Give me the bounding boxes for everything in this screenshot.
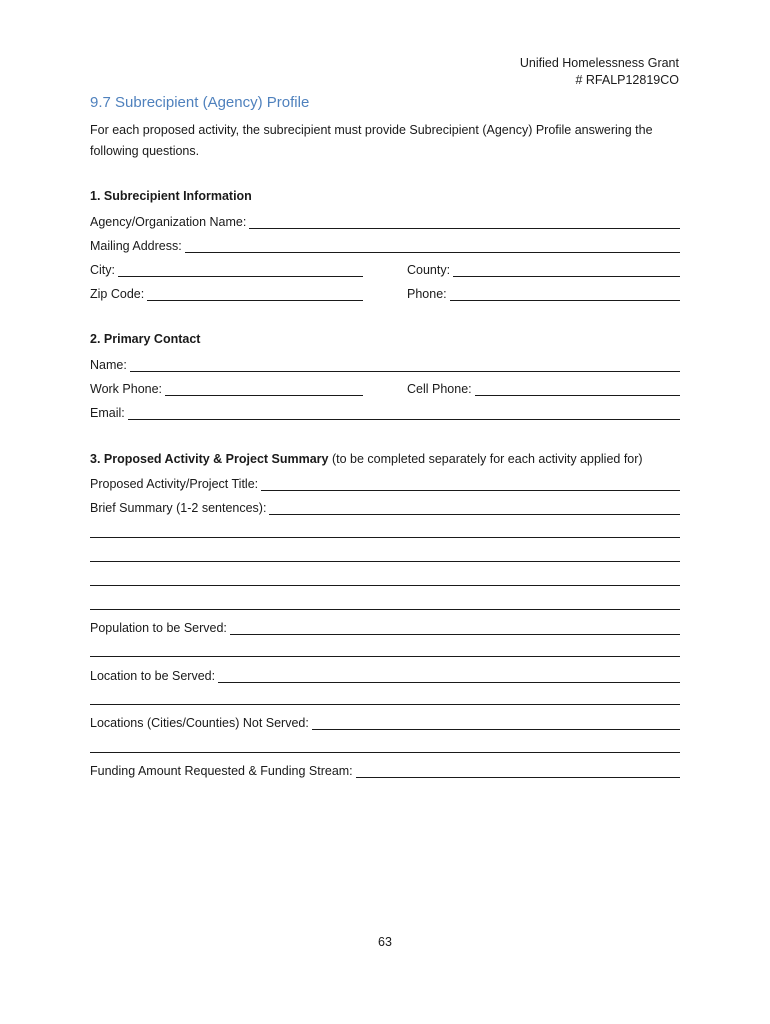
not-served-label: Locations (Cities/Counties) Not Served: bbox=[90, 716, 309, 730]
cell-phone-label: Cell Phone: bbox=[407, 382, 472, 396]
funding-label: Funding Amount Requested & Funding Stream: bbox=[90, 764, 353, 778]
contact-name-row bbox=[90, 354, 680, 372]
section-2-heading: 2. Primary Contact bbox=[90, 332, 201, 346]
city-field[interactable] bbox=[118, 262, 363, 277]
email-row bbox=[90, 402, 680, 420]
not-served-line-2[interactable] bbox=[90, 752, 680, 753]
county-label: County: bbox=[407, 263, 451, 277]
cell-phone-field[interactable] bbox=[475, 381, 680, 396]
city-row bbox=[90, 259, 363, 277]
brief-summary-line-2[interactable] bbox=[90, 537, 680, 538]
document-header bbox=[520, 55, 679, 89]
phone-field[interactable] bbox=[450, 286, 680, 301]
not-served-field[interactable] bbox=[312, 715, 680, 730]
section-3-heading-note: (to be completed separately for each activity applied for) bbox=[332, 452, 643, 466]
section-1-heading: 1. Subrecipient Information bbox=[90, 189, 252, 203]
zip-code-field[interactable] bbox=[147, 286, 363, 301]
funding-row bbox=[90, 760, 680, 778]
funding-field[interactable] bbox=[356, 763, 680, 778]
header-rfa-number: # RFALP12819CO bbox=[575, 73, 679, 87]
project-title-label: Proposed Activity/Project Title: bbox=[90, 477, 259, 491]
section-3-heading: 3. Proposed Activity & Project Summary bbox=[90, 452, 329, 466]
page-title: 9.7 Subrecipient (Agency) Profile bbox=[90, 94, 310, 111]
zip-code-row bbox=[90, 283, 363, 301]
brief-summary-line-5[interactable] bbox=[90, 609, 680, 610]
location-row bbox=[90, 665, 680, 683]
population-label: Population to be Served: bbox=[90, 621, 227, 635]
brief-summary-label: Brief Summary (1-2 sentences): bbox=[90, 501, 267, 515]
mailing-address-field[interactable] bbox=[185, 238, 680, 253]
agency-name-row bbox=[90, 211, 680, 229]
contact-name-field[interactable] bbox=[130, 357, 680, 372]
zip-code-label: Zip Code: bbox=[90, 287, 145, 301]
population-line-2[interactable] bbox=[90, 656, 680, 657]
brief-summary-line-4[interactable] bbox=[90, 585, 680, 586]
cell-phone-row bbox=[407, 378, 680, 396]
project-title-field[interactable] bbox=[261, 476, 680, 491]
work-phone-row bbox=[90, 378, 363, 396]
project-title-row bbox=[90, 473, 680, 491]
phone-label: Phone: bbox=[407, 287, 447, 301]
location-label: Location to be Served: bbox=[90, 669, 216, 683]
section-3-heading-row bbox=[90, 452, 643, 466]
population-field[interactable] bbox=[230, 620, 680, 635]
work-phone-label: Work Phone: bbox=[90, 382, 163, 396]
county-field[interactable] bbox=[453, 262, 680, 277]
not-served-row bbox=[90, 712, 680, 730]
email-label: Email: bbox=[90, 406, 125, 420]
header-grant-name: Unified Homelessness Grant bbox=[519, 56, 679, 70]
mailing-address-row bbox=[90, 235, 680, 253]
phone-row bbox=[407, 283, 680, 301]
mailing-address-label: Mailing Address: bbox=[90, 239, 182, 253]
intro-text: For each proposed activity, the subrecipient must provide Subrecipient (Agency) Profile answering the following questions. bbox=[90, 123, 653, 158]
location-line-2[interactable] bbox=[90, 704, 680, 705]
agency-name-field[interactable] bbox=[249, 214, 680, 229]
work-phone-field[interactable] bbox=[165, 381, 363, 396]
location-field[interactable] bbox=[218, 668, 680, 683]
brief-summary-row bbox=[90, 497, 680, 515]
page-number: 63 bbox=[378, 935, 392, 949]
city-label: City: bbox=[90, 263, 115, 277]
brief-summary-line-3[interactable] bbox=[90, 561, 680, 562]
agency-name-label: Agency/Organization Name: bbox=[90, 215, 247, 229]
population-row bbox=[90, 617, 680, 635]
brief-summary-field[interactable] bbox=[269, 500, 680, 515]
contact-name-label: Name: bbox=[90, 358, 127, 372]
county-row bbox=[407, 259, 680, 277]
email-field[interactable] bbox=[128, 405, 680, 420]
